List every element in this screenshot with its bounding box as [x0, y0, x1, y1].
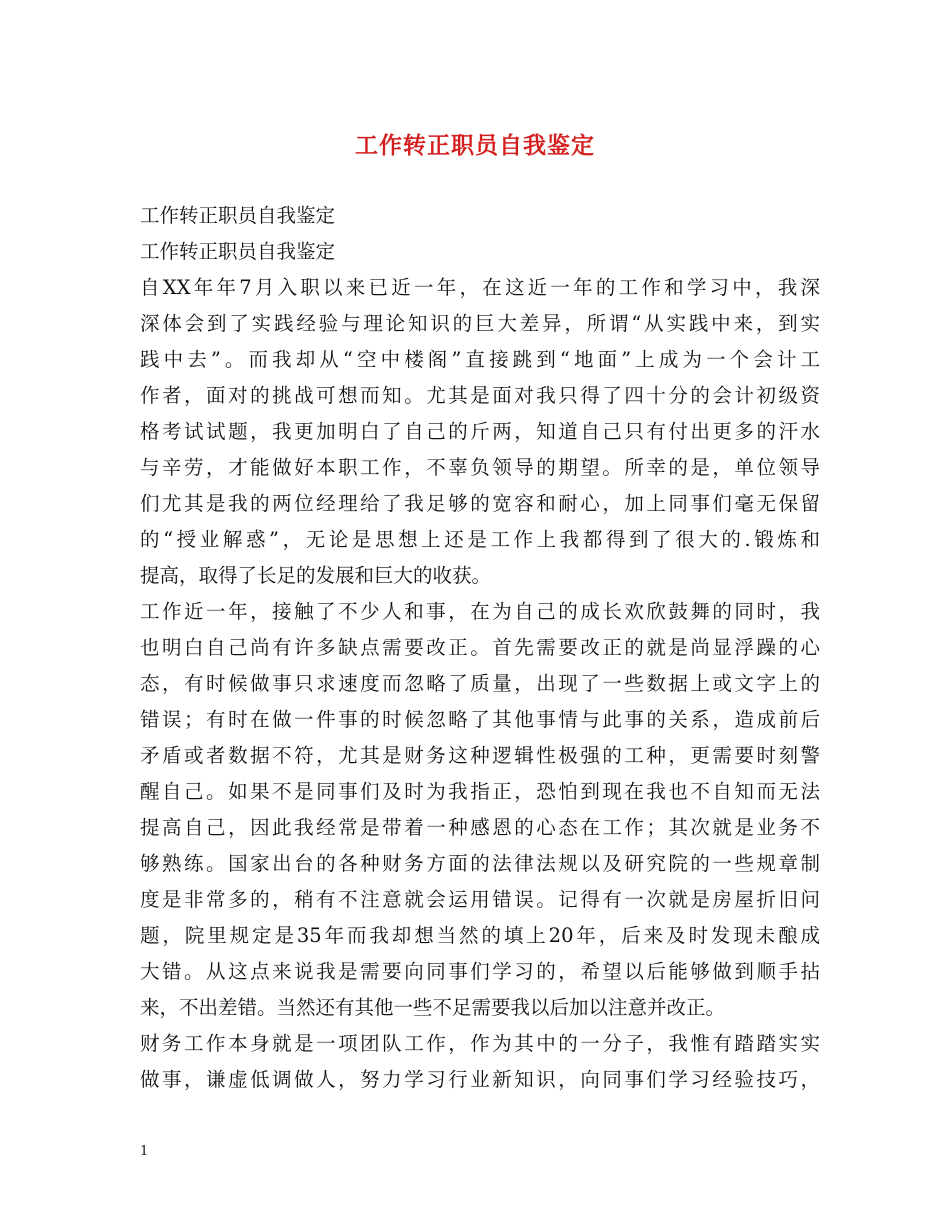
text-line: 态，有时候做事只求速度而忽略了质量，出现了一些数据上或文字上的	[140, 672, 820, 695]
text-line: 醒自己。如果不是同事们及时为我指正，恐怕到现在我也不自知而无法	[140, 780, 820, 803]
text-line: 做事，谦虚低调做人，努力学习行业新知识，向同事们学习经验技巧，	[140, 1068, 820, 1091]
text-line: 与辛劳，才能做好本职工作，不辜负领导的期望。所幸的是，单位领导	[140, 456, 820, 479]
paragraph-1	[140, 270, 820, 594]
text-line: 错误；有时在做一件事的时候忽略了其他事情与此事的关系，造成前后	[140, 708, 820, 731]
text-line: 们尤其是我的两位经理给了我足够的宽容和耐心，加上同事们毫无保留	[140, 492, 820, 515]
text-line: 自XX年年7月入职以来已近一年，在这近一年的工作和学习中，我深	[140, 276, 820, 299]
text-line: 践中去”。而我却从“空中楼阁”直接跳到“地面”上成为一个会计工	[140, 348, 820, 371]
document-subtitle: 工作转正职员自我鉴定	[140, 240, 336, 263]
text-line: 够熟练。国家出台的各种财务方面的法律法规以及研究院的一些规章制	[140, 852, 820, 875]
document-title: 工作转正职员自我鉴定	[355, 132, 595, 159]
text-line: 度是非常多的，稍有不注意就会运用错误。记得有一次就是房屋折旧问	[140, 888, 820, 911]
text-line: 大错。从这点来说我是需要向同事们学习的，希望以后能够做到顺手拈	[140, 960, 820, 983]
text-line: 题，院里规定是35年而我却想当然的填上20年，后来及时发现未酿成	[140, 924, 820, 947]
text-line: 来，不出差错。当然还有其他一些不足需要我以后加以注意并改正。	[140, 996, 726, 1019]
paragraph-2	[140, 594, 820, 1026]
text-line: 矛盾或者数据不符，尤其是财务这种逻辑性极强的工种，更需要时刻警	[140, 744, 820, 767]
text-line: 作者，面对的挑战可想而知。尤其是面对我只得了四十分的会计初级资	[140, 384, 820, 407]
page-number: 1	[140, 1144, 149, 1159]
text-line: 工作近一年，接触了不少人和事，在为自己的成长欢欣鼓舞的同时，我	[140, 600, 820, 623]
document-body	[140, 198, 820, 1098]
text-line: 也明白自己尚有许多缺点需要改正。首先需要改正的就是尚显浮躁的心	[140, 636, 820, 659]
text-line: 的“授业解惑”，无论是思想上还是工作上我都得到了很大的.锻炼和	[140, 528, 820, 551]
text-line: 提高自己，因此我经常是带着一种感恩的心态在工作；其次就是业务不	[140, 816, 820, 839]
document-subtitle: 工作转正职员自我鉴定	[140, 204, 336, 227]
paragraph-3	[140, 1026, 820, 1098]
text-line: 财务工作本身就是一项团队工作，作为其中的一分子，我惟有踏踏实实	[140, 1032, 820, 1055]
text-line: 格考试试题，我更加明白了自己的斤两，知道自己只有付出更多的汗水	[140, 420, 820, 443]
text-line: 提高，取得了长足的发展和巨大的收获。	[140, 564, 492, 587]
text-line: 深体会到了实践经验与理论知识的巨大差异，所谓“从实践中来，到实	[140, 312, 820, 335]
